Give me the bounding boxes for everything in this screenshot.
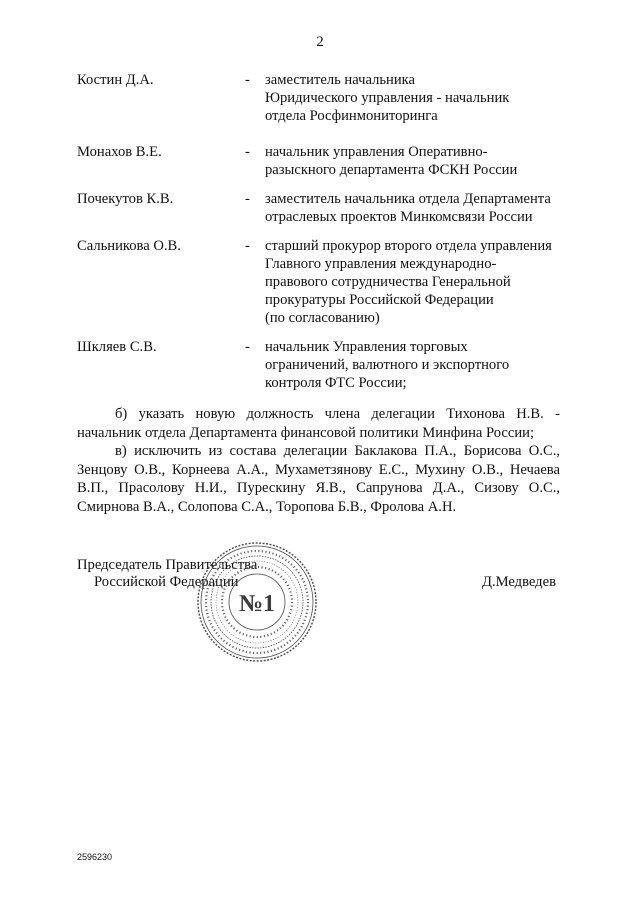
member-row — [77, 190, 567, 226]
official-seal-icon — [195, 540, 319, 664]
member-position: начальник Управления торговых ограничений, валютного и экспортного контроля ФТС России; — [265, 339, 510, 391]
member-name: Почекутов К.В. — [77, 191, 174, 207]
paragraph-v: в) исключить из состава делегации Баклакова П.А., Борисова О.С., Зенцову О.В., Корнеева А.А., Мухаметзянову Е.С., Мухину О.В., Нечаева В.П., Прасолову Н.И., Пурескину Я.В., Сапрунова Д.А., Сизову О.С., Смирнова В.А., Солопова С.А., Торопова Б.В., Фролова А.Н. — [77, 443, 560, 515]
page-number: 2 — [316, 34, 324, 50]
seal-number: №1 — [238, 591, 276, 617]
member-dash: - — [245, 191, 250, 207]
member-dash: - — [245, 238, 250, 254]
member-dash: - — [245, 144, 250, 160]
member-name: Шкляев С.В. — [77, 339, 157, 355]
member-name: Костин Д.А. — [77, 72, 154, 88]
document-code: 2596230 — [77, 852, 113, 862]
member-row — [77, 143, 567, 179]
amendment-paragraphs — [77, 405, 560, 516]
member-position: заместитель начальника Юридического управления - начальник отдела Росфинмониторинга — [265, 72, 510, 124]
member-row — [77, 338, 567, 392]
member-row — [77, 237, 567, 327]
member-position: заместитель начальника отдела Департамента отраслевых проектов Минкомсвязи России — [265, 191, 551, 225]
member-dash: - — [245, 72, 250, 88]
member-name: Монахов В.Е. — [77, 144, 162, 160]
member-row — [77, 71, 567, 125]
member-name: Сальникова О.В. — [77, 238, 181, 254]
delegation-members-list — [77, 71, 567, 392]
member-position: старший прокурор второго отдела управления Главного управления международно- правового сотрудничества Генеральной прокуратуры Российской Федерации (по согласованию) — [265, 238, 552, 326]
member-position: начальник управления Оперативно- разыскного департамента ФСКН России — [265, 144, 518, 178]
signatory-title-line2: Российской Федерации — [94, 574, 239, 590]
signatory-name: Д.Медведев — [482, 574, 556, 590]
signatory-title-line1: Председатель Правительства — [77, 557, 258, 573]
member-dash: - — [245, 339, 250, 355]
paragraph-b: б) указать новую должность члена делегации Тихонова Н.В. - начальник отдела Департамента финансовой политики Минфина России; — [77, 406, 560, 441]
